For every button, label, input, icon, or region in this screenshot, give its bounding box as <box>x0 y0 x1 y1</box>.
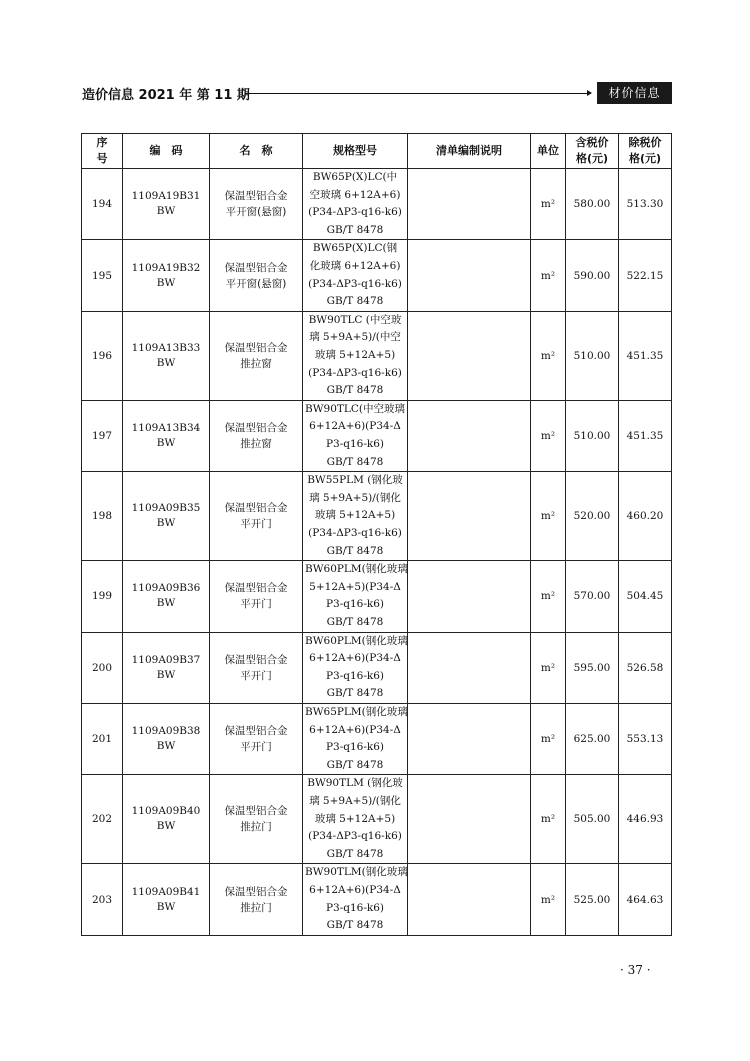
name-line: 保温型铝合金 <box>224 805 288 818</box>
spec-line: BW65P(X)LC(钢 <box>312 242 398 255</box>
code-line: BW <box>156 517 176 530</box>
name-line: 保温型铝合金 <box>224 421 288 434</box>
cell-unit: m² <box>531 472 566 561</box>
table-row <box>82 169 672 240</box>
header-code <box>123 134 210 169</box>
name-line: 平开门 <box>240 518 272 531</box>
code-line: 1109A09B35 <box>131 502 201 515</box>
code-line: BW <box>156 436 176 449</box>
name-line: 保温型铝合金 <box>224 885 288 898</box>
spec-line: P3-q16-k6) <box>325 741 385 754</box>
spec-line: GB/T 8478 <box>326 687 384 700</box>
cell-unit: m² <box>531 864 566 935</box>
name-line: 保温型铝合金 <box>224 582 288 595</box>
cell-seq: 197 <box>82 400 123 471</box>
cell-seq: 195 <box>82 240 123 311</box>
spec-line: BW90TLM(钢化玻璃 <box>305 866 408 879</box>
cell-price-notax: 553.13 <box>619 703 672 774</box>
spec-line: 玻璃 5+12A+5) <box>314 348 396 361</box>
cell-unit: m² <box>531 240 566 311</box>
spec-line: 空玻璃 6+12A+6) <box>309 188 401 201</box>
cell-name <box>210 561 303 632</box>
cell-code <box>123 561 210 632</box>
code-line: BW <box>156 668 176 681</box>
cell-price-tax: 525.00 <box>566 864 619 935</box>
name-line: 保温型铝合金 <box>224 725 288 738</box>
cell-seq: 203 <box>82 864 123 935</box>
cell-code <box>123 169 210 240</box>
name-line: 平开门 <box>240 598 272 611</box>
cell-price-notax: 464.63 <box>619 864 672 935</box>
spec-line: 5+12A+5)(P34-Δ <box>309 580 401 593</box>
header-text-line: 单位 <box>537 144 559 157</box>
cell-note <box>408 169 531 240</box>
code-line: 1109A09B40 <box>131 805 201 818</box>
cell-spec <box>303 400 408 471</box>
cell-price-notax: 526.58 <box>619 632 672 703</box>
cell-name <box>210 311 303 400</box>
spec-line: GB/T 8478 <box>326 919 384 932</box>
code-line: 1109A13B33 <box>131 341 201 354</box>
cell-code <box>123 311 210 400</box>
cell-name <box>210 775 303 864</box>
table-row <box>82 632 672 703</box>
table-body <box>82 169 672 936</box>
spec-line: BW60PLM(钢化玻璃 <box>305 563 408 576</box>
spec-line: GB/T 8478 <box>326 384 384 397</box>
name-line: 保温型铝合金 <box>224 653 288 666</box>
journal-issue-title: 造价信息 2021 年 第 11 期 <box>82 88 250 103</box>
name-line: 推拉窗 <box>240 437 272 450</box>
cell-name <box>210 400 303 471</box>
header-text-line: 含税价 <box>575 136 609 149</box>
spec-line: 璃 5+9A+5)/(钢化 <box>309 794 401 807</box>
cell-note <box>408 632 531 703</box>
code-line: 1109A09B41 <box>131 885 201 898</box>
header-text-line: 除税价 <box>628 136 662 149</box>
spec-line: BW65P(X)LC(中 <box>312 171 398 183</box>
cell-price-notax: 504.45 <box>619 561 672 632</box>
cell-price-tax: 520.00 <box>566 472 619 561</box>
spec-line: GB/T 8478 <box>326 455 384 468</box>
spec-line: 璃 5+9A+5)/(中空 <box>309 331 401 344</box>
spec-line: GB/T 8478 <box>326 847 384 860</box>
name-line: 保温型铝合金 <box>224 190 288 203</box>
spec-line: (P34-ΔP3-q16-k6) <box>308 526 402 539</box>
spec-line: 6+12A+6)(P34-Δ <box>309 723 401 736</box>
name-line: 平开窗(悬窗) <box>225 206 287 219</box>
code-line: 1109A09B36 <box>131 582 201 595</box>
cell-code <box>123 400 210 471</box>
cell-code <box>123 864 210 935</box>
code-line: 1109A19B31 <box>131 190 201 203</box>
cell-name <box>210 632 303 703</box>
spec-line: 玻璃 5+12A+5) <box>314 509 396 522</box>
cell-code <box>123 472 210 561</box>
header-price-notax <box>619 134 672 169</box>
cell-price-tax: 510.00 <box>566 311 619 400</box>
table-row <box>82 561 672 632</box>
spec-line: P3-q16-k6) <box>325 598 385 611</box>
code-line: BW <box>156 356 176 369</box>
spec-line: GB/T 8478 <box>326 758 384 771</box>
cell-seq: 198 <box>82 472 123 561</box>
cell-unit: m² <box>531 311 566 400</box>
price-table <box>81 133 672 936</box>
header-text-line: 格(元) <box>575 152 609 165</box>
cell-unit: m² <box>531 169 566 240</box>
cell-price-notax: 446.93 <box>619 775 672 864</box>
table-row <box>82 703 672 774</box>
spec-line: P3-q16-k6) <box>325 901 385 914</box>
cell-seq: 200 <box>82 632 123 703</box>
cell-price-tax: 580.00 <box>566 169 619 240</box>
cell-code <box>123 703 210 774</box>
header-text-line: 编 码 <box>149 144 183 157</box>
header-text-line: 序 <box>96 136 108 149</box>
cell-price-notax: 460.20 <box>619 472 672 561</box>
name-line: 推拉窗 <box>240 357 272 370</box>
spec-line: 玻璃 5+12A+5) <box>314 812 396 825</box>
spec-line: 化玻璃 6+12A+6) <box>309 259 401 272</box>
cell-price-tax: 625.00 <box>566 703 619 774</box>
cell-seq: 201 <box>82 703 123 774</box>
cell-price-tax: 510.00 <box>566 400 619 471</box>
spec-line: P3-q16-k6) <box>325 437 385 450</box>
table-row <box>82 775 672 864</box>
cell-name <box>210 703 303 774</box>
page-header <box>82 82 672 104</box>
cell-spec <box>303 703 408 774</box>
cell-note <box>408 703 531 774</box>
spec-line: BW55PLM (钢化玻 <box>307 474 403 487</box>
spec-line: P3-q16-k6) <box>325 669 385 682</box>
spec-line: BW60PLM(钢化玻璃 <box>305 634 408 647</box>
header-note <box>408 134 531 169</box>
cell-spec <box>303 775 408 864</box>
code-line: 1109A13B34 <box>131 421 201 434</box>
cell-unit: m² <box>531 561 566 632</box>
cell-seq: 196 <box>82 311 123 400</box>
cell-price-tax: 505.00 <box>566 775 619 864</box>
header-rule <box>245 93 590 94</box>
cell-seq: 194 <box>82 169 123 240</box>
cell-price-notax: 513.30 <box>619 169 672 240</box>
cell-note <box>408 775 531 864</box>
header-price-tax <box>566 134 619 169</box>
cell-note <box>408 240 531 311</box>
header-text-line: 清单编制说明 <box>436 144 502 157</box>
header-unit <box>531 134 566 169</box>
header-spec <box>303 134 408 169</box>
spec-line: (P34-ΔP3-q16-k6) <box>308 830 402 843</box>
cell-unit: m² <box>531 703 566 774</box>
name-line: 保温型铝合金 <box>224 261 288 274</box>
code-line: 1109A09B37 <box>131 653 201 666</box>
cell-note <box>408 561 531 632</box>
spec-line: 6+12A+6)(P34-Δ <box>309 652 401 665</box>
cell-spec <box>303 632 408 703</box>
header-name <box>210 134 303 169</box>
spec-line: GB/T 8478 <box>326 544 384 557</box>
spec-line: 6+12A+6)(P34-Δ <box>309 883 401 896</box>
cell-spec <box>303 864 408 935</box>
spec-line: BW90TLC (中空玻 <box>308 313 402 326</box>
cell-note <box>408 472 531 561</box>
cell-price-notax: 451.35 <box>619 400 672 471</box>
table-row <box>82 311 672 400</box>
cell-unit: m² <box>531 775 566 864</box>
cell-spec <box>303 472 408 561</box>
cell-price-tax: 570.00 <box>566 561 619 632</box>
table-row <box>82 400 672 471</box>
header-seq <box>82 134 123 169</box>
spec-line: GB/T 8478 <box>326 223 384 236</box>
code-line: BW <box>156 205 176 218</box>
cell-code <box>123 775 210 864</box>
header-text-line: 名 称 <box>239 144 273 157</box>
cell-name <box>210 864 303 935</box>
table-row <box>82 864 672 935</box>
code-line: BW <box>156 276 176 289</box>
code-line: 1109A09B38 <box>131 725 201 738</box>
name-line: 保温型铝合金 <box>224 502 288 515</box>
name-line: 平开门 <box>240 669 272 682</box>
page-number: · 37 · <box>620 963 651 977</box>
section-tag: 材价信息 <box>597 82 672 104</box>
cell-price-tax: 595.00 <box>566 632 619 703</box>
spec-line: (P34-ΔP3-q16-k6) <box>308 366 402 379</box>
table-row <box>82 472 672 561</box>
spec-line: 6+12A+6)(P34-Δ <box>309 420 401 433</box>
name-line: 平开窗(悬窗) <box>225 277 287 290</box>
code-line: 1109A19B32 <box>131 261 201 274</box>
cell-seq: 199 <box>82 561 123 632</box>
cell-note <box>408 311 531 400</box>
cell-name <box>210 169 303 240</box>
name-line: 推拉门 <box>240 901 272 914</box>
spec-line: BW90TLC(中空玻璃 <box>305 402 405 415</box>
cell-spec <box>303 311 408 400</box>
table-header-row <box>82 134 672 169</box>
name-line: 保温型铝合金 <box>224 341 288 354</box>
cell-price-notax: 522.15 <box>619 240 672 311</box>
spec-line: BW90TLM (钢化玻 <box>307 777 403 790</box>
cell-note <box>408 400 531 471</box>
cell-seq: 202 <box>82 775 123 864</box>
cell-price-tax: 590.00 <box>566 240 619 311</box>
cell-unit: m² <box>531 400 566 471</box>
spec-line: GB/T 8478 <box>326 295 384 308</box>
cell-price-notax: 451.35 <box>619 311 672 400</box>
spec-line: (P34-ΔP3-q16-k6) <box>308 277 402 290</box>
cell-spec <box>303 561 408 632</box>
cell-code <box>123 632 210 703</box>
cell-spec <box>303 169 408 240</box>
name-line: 推拉门 <box>240 821 272 834</box>
header-text-line: 格(元) <box>628 152 662 165</box>
spec-line: (P34-ΔP3-q16-k6) <box>308 206 402 219</box>
spec-line: BW65PLM(钢化玻璃 <box>305 705 408 718</box>
cell-note <box>408 864 531 935</box>
cell-name <box>210 240 303 311</box>
spec-line: GB/T 8478 <box>326 615 384 628</box>
header-text-line: 规格型号 <box>333 144 377 157</box>
code-line: BW <box>156 900 176 913</box>
name-line: 平开门 <box>240 741 272 754</box>
cell-code <box>123 240 210 311</box>
cell-name <box>210 472 303 561</box>
code-line: BW <box>156 820 176 833</box>
cell-unit: m² <box>531 632 566 703</box>
table-row <box>82 240 672 311</box>
code-line: BW <box>156 740 176 753</box>
cell-spec <box>303 240 408 311</box>
header-text-line: 号 <box>96 152 108 165</box>
code-line: BW <box>156 597 176 610</box>
spec-line: 璃 5+9A+5)/(钢化 <box>309 491 401 504</box>
